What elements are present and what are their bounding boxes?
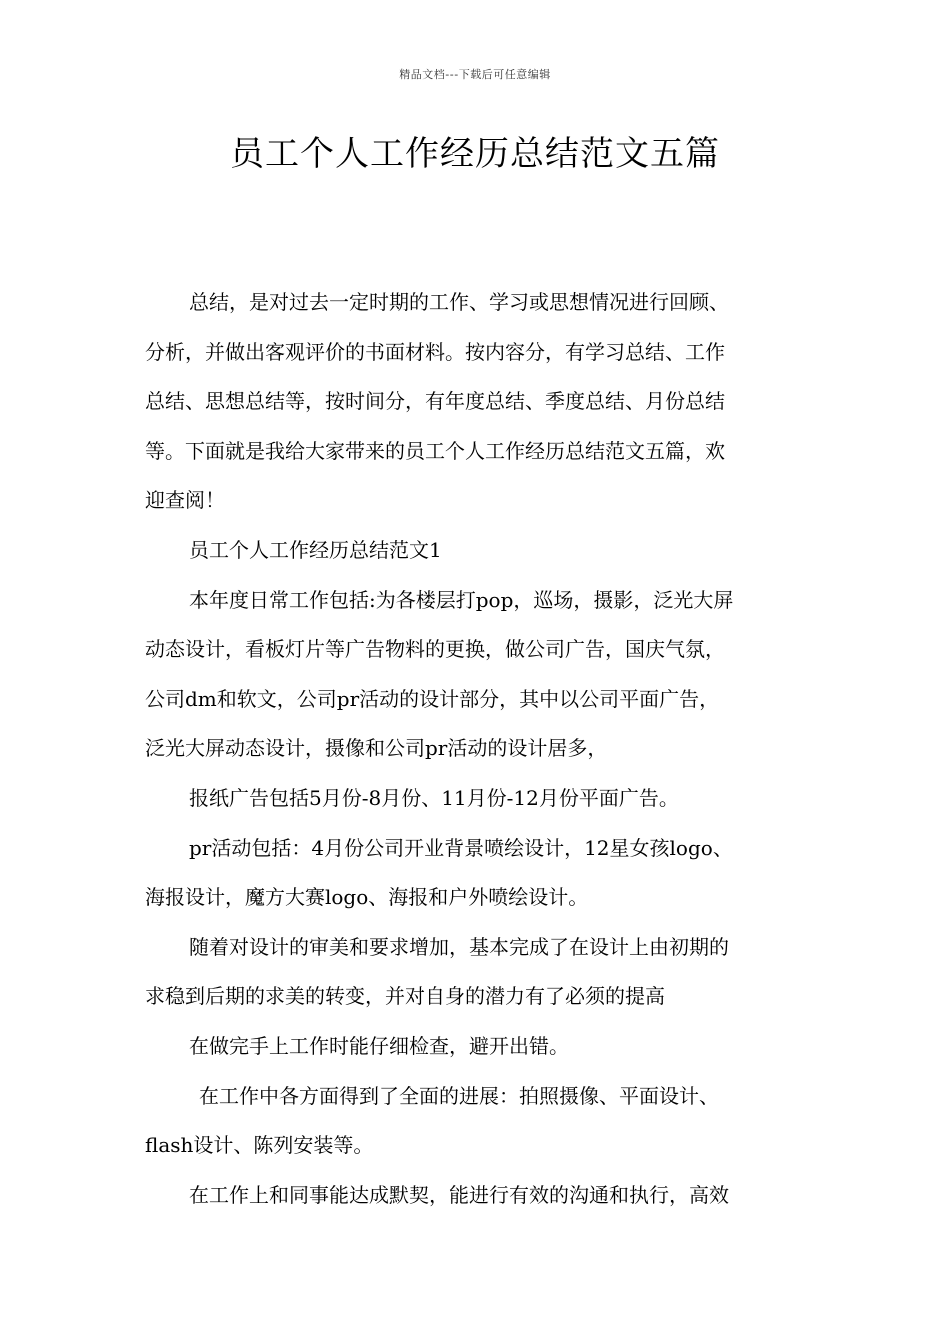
- document-body: [145, 278, 810, 1220]
- body-line: 报纸广告包括5月份-8月份、11月份-12月份平面广告。: [189, 785, 679, 810]
- body-line: 迎查阅！: [145, 488, 225, 513]
- body-line: 公司dm和软文，公司pr活动的设计部分，其中以公司平面广告，: [145, 686, 720, 711]
- body-line: 分析，并做出客观评价的书面材料。按内容分，有学习总结、工作: [145, 339, 725, 364]
- body-line: 在做完手上工作时能仔细检查，避开出错。: [189, 1033, 569, 1058]
- body-line: 海报设计，魔方大赛logo、海报和户外喷绘设计。: [145, 885, 589, 910]
- body-line: 在工作中各方面得到了全面的进展：拍照摄像、平面设计、: [199, 1083, 719, 1108]
- header-note: 精品文档---下载后可任意编辑: [399, 68, 551, 81]
- body-line: 在工作上和同事能达成默契，能进行有效的沟通和执行，高效: [189, 1182, 729, 1207]
- body-line: pr活动包括：4月份公司开业背景喷绘设计，12星女孩logo、: [189, 835, 733, 860]
- body-line: 等。下面就是我给大家带来的员工个人工作经历总结范文五篇，欢: [145, 438, 725, 463]
- body-line: 本年度日常工作包括:为各楼层打pop，巡场，摄影，泛光大屏: [189, 587, 734, 612]
- document-title: 员工个人工作经历总结范文五篇: [230, 134, 720, 174]
- body-line: 泛光大屏动态设计，摄像和公司pr活动的设计居多，: [145, 736, 608, 761]
- body-line: 总结，是对过去一定时期的工作、学习或思想情况进行回顾、: [189, 290, 729, 314]
- body-line: 随着对设计的审美和要求增加，基本完成了在设计上由初期的: [189, 934, 729, 959]
- body-line: 求稳到后期的求美的转变，并对自身的潜力有了必须的提高: [145, 984, 665, 1009]
- body-line: flash设计、陈列安装等。: [145, 1133, 374, 1158]
- body-line: 动态设计，看板灯片等广告物料的更换，做公司广告，国庆气氛，: [145, 637, 725, 662]
- section-heading: 员工个人工作经历总结范文1: [189, 537, 442, 562]
- body-line: 总结、思想总结等，按时间分，有年度总结、季度总结、月份总结: [145, 389, 725, 414]
